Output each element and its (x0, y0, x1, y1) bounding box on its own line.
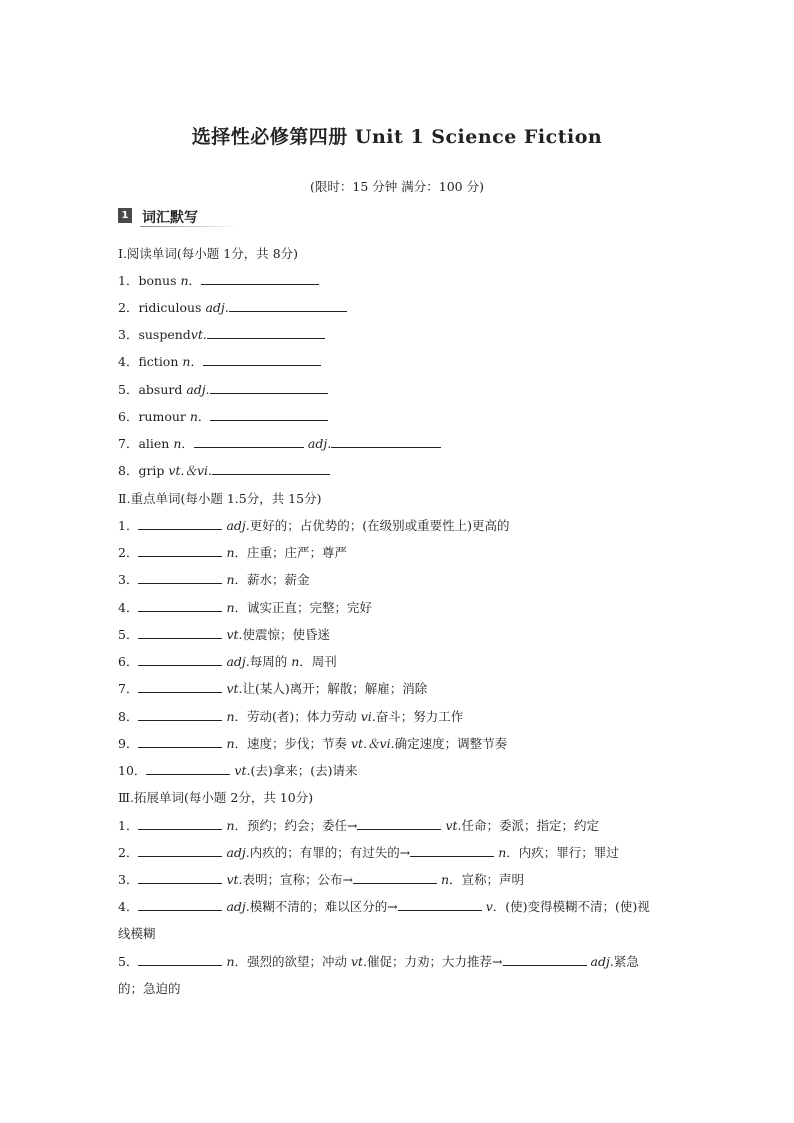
item-word: fiction (138, 354, 183, 369)
item-word: bonus (138, 273, 181, 288)
item-pos: n (226, 572, 235, 587)
item-definition: ．(使)变得模糊不清；(使)视 (492, 899, 650, 914)
item-definition: 任命；委派；指定；约定 (461, 818, 600, 833)
item-pos: adj. (226, 518, 250, 533)
list-item (118, 763, 357, 779)
item-definition: 使震惊；使昏迷 (242, 627, 331, 642)
answer-blank[interactable] (138, 627, 222, 639)
section-heading (118, 206, 226, 228)
item-word: grip (138, 463, 169, 478)
list-item (118, 709, 463, 725)
answer-blank[interactable] (353, 872, 437, 884)
item-definition: ．诚实正直；完整；完好 (234, 600, 373, 615)
answer-blank[interactable] (138, 872, 222, 884)
item-number: 7． (118, 436, 139, 451)
item-pos: vt. (445, 818, 462, 833)
item-number: 6． (118, 654, 139, 669)
answer-blank[interactable] (212, 463, 330, 475)
item-pos: vt. (226, 627, 243, 642)
item-definition: 更好的；占优势的；(在级别或重要性上)更高的 (249, 518, 510, 533)
item-pos: vt.＆vi. (350, 736, 395, 751)
list-item (118, 899, 650, 915)
answer-blank[interactable] (194, 436, 304, 448)
item-definition: ．速度；步伐；节奏 (234, 736, 351, 751)
answer-blank[interactable] (331, 436, 441, 448)
answer-blank[interactable] (146, 763, 230, 775)
list-item (118, 545, 347, 561)
answer-blank[interactable] (210, 382, 328, 394)
item-pos: adj. (226, 654, 250, 669)
item-definition: ．庄重；庄严；尊严 (234, 545, 348, 560)
answer-blank[interactable] (138, 654, 222, 666)
item-definition: 催促；力劝；大力推荐→ (367, 954, 503, 969)
answer-blank[interactable] (503, 954, 587, 966)
part1-heading: Ⅰ.阅读单词(每小题 1分，共 8分) (118, 246, 299, 261)
answer-blank[interactable] (357, 818, 441, 830)
item-word: ridiculous (138, 300, 206, 315)
answer-blank[interactable] (203, 354, 321, 366)
item-number: 2． (118, 300, 139, 315)
item-number: 5． (118, 382, 139, 397)
item-number: 9． (118, 736, 139, 751)
list-item (118, 354, 321, 370)
item-number: 7． (118, 681, 139, 696)
item-definition: 奋斗；努力工作 (375, 709, 464, 724)
item-definition: ．宣称；声明 (449, 872, 525, 887)
answer-blank[interactable] (138, 954, 222, 966)
list-item (118, 681, 427, 697)
item-number: 3． (118, 572, 139, 587)
list-item (118, 327, 325, 343)
item-definition: 确定速度；调整节奏 (394, 736, 508, 751)
part3-heading: Ⅲ.拓展单词(每小题 2分，共 10分) (118, 790, 314, 805)
list-item (118, 518, 510, 534)
item-number: 1． (118, 273, 139, 288)
page-title: 选择性必修第四册 Unit 1 Science Fiction (191, 126, 603, 148)
section-label: 词汇默写 (142, 210, 198, 226)
item-pos: v (485, 899, 493, 914)
item-pos: vt.＆vi. (168, 463, 212, 478)
answer-blank[interactable] (138, 572, 222, 584)
list-item (118, 600, 372, 616)
list-item (118, 572, 310, 588)
list-item (118, 382, 328, 398)
item-number: 2． (118, 845, 139, 860)
answer-blank[interactable] (210, 409, 328, 421)
item-definition: 模糊不清的；难以区分的→ (249, 899, 398, 914)
item-number: 6． (118, 409, 139, 424)
item-pos: n (226, 600, 235, 615)
section-badge: 1 (118, 208, 132, 223)
list-item (118, 300, 347, 316)
list-item (118, 736, 507, 752)
item-number: 8． (118, 709, 139, 724)
item-definition: ．周刊 (299, 654, 337, 669)
item-continuation: 的；急迫的 (118, 981, 181, 996)
item-definition: 让(某人)离开；解散；解雇；消除 (242, 681, 428, 696)
item-pos: n (226, 818, 235, 833)
item-number: 4． (118, 899, 139, 914)
answer-blank[interactable] (207, 327, 325, 339)
item-pos: vt. (350, 954, 368, 969)
item-number: 4． (118, 354, 139, 369)
item-pos: n (226, 545, 235, 560)
answer-blank[interactable] (398, 899, 482, 911)
item-tail: ． (181, 436, 194, 451)
answer-blank[interactable] (410, 845, 494, 857)
item-pos: adj. (226, 899, 250, 914)
answer-blank[interactable] (138, 545, 222, 557)
item-tail: ． (197, 409, 211, 424)
item-pos: n (189, 409, 198, 424)
item-pos: vt. (190, 327, 207, 342)
list-item (118, 463, 330, 479)
item-number: 3． (118, 872, 139, 887)
item-definition: ．薪水；薪金 (234, 572, 310, 587)
item-pos: n (226, 709, 235, 724)
answer-blank[interactable] (138, 845, 222, 857)
list-item (118, 954, 639, 970)
item-word: alien (138, 436, 174, 451)
list-item (118, 654, 337, 670)
item-pos: n (440, 872, 450, 887)
item-tail: ． (190, 354, 203, 369)
item-number: 3． (118, 327, 139, 342)
section-underline (140, 226, 240, 227)
item-definition: ．内疚；罪行；罪过 (506, 845, 619, 860)
answer-blank[interactable] (229, 300, 347, 312)
item-pos: n (498, 845, 507, 860)
item-pos: adj. (226, 845, 250, 860)
item-continuation: 线模糊 (118, 926, 156, 941)
item-tail: ． (188, 273, 202, 288)
list-item (118, 273, 319, 289)
item-definition: ．强烈的欲望；冲动 (234, 954, 351, 969)
item-pos: vt. (226, 872, 243, 887)
answer-blank[interactable] (138, 709, 222, 721)
answer-blank[interactable] (201, 273, 319, 285)
answer-blank[interactable] (138, 818, 222, 830)
item-definition: 每周的 (249, 654, 292, 669)
item-pos: n (173, 436, 182, 451)
item-pos: vt. (234, 763, 251, 778)
item-pos: adj. (590, 954, 614, 969)
item-definition: ．预约；约会；委任→ (234, 818, 358, 833)
item-word: suspend (138, 327, 191, 342)
list-item (118, 409, 328, 425)
list-item (118, 872, 524, 888)
item-pos: n (182, 354, 191, 369)
answer-blank[interactable] (138, 518, 222, 530)
item-definition: ．劳动(者)；体力劳动 (234, 709, 361, 724)
item-number: 4． (118, 600, 139, 615)
item-pos: adj. (186, 382, 210, 397)
list-item (118, 627, 330, 643)
item-number: 5． (118, 954, 139, 969)
list-item (118, 818, 599, 834)
item-pos: vt. (226, 681, 243, 696)
item-pos: n (291, 654, 300, 669)
item-number: 1． (118, 818, 139, 833)
time-score-note: (限时：15 分钟 满分：100 分) (310, 179, 484, 194)
item-pos: adj. (307, 436, 332, 451)
list-item (118, 436, 441, 452)
answer-blank[interactable] (138, 681, 222, 693)
item-pos: n (226, 954, 235, 969)
item-definition: 紧急 (613, 954, 639, 969)
item-number: 8． (118, 463, 139, 478)
item-pos: n (180, 273, 189, 288)
item-number: 1． (118, 518, 139, 533)
item-number: 2． (118, 545, 139, 560)
answer-blank[interactable] (138, 899, 222, 911)
item-definition: 内疚的；有罪的；有过失的→ (249, 845, 411, 860)
item-number: 10． (118, 763, 147, 778)
list-item (118, 845, 619, 861)
item-number: 5． (118, 627, 139, 642)
item-pos: vi. (360, 709, 376, 724)
item-word: rumour (138, 409, 190, 424)
item-pos: adj. (205, 300, 229, 315)
item-pos: n (226, 736, 235, 751)
answer-blank[interactable] (138, 736, 222, 748)
item-definition: (去)拿来；(去)请来 (250, 763, 358, 778)
answer-blank[interactable] (138, 600, 222, 612)
item-word: absurd (138, 382, 187, 397)
item-definition: 表明；宣称；公布→ (242, 872, 353, 887)
part2-heading: Ⅱ.重点单词(每小题 1.5分，共 15分) (118, 491, 322, 506)
